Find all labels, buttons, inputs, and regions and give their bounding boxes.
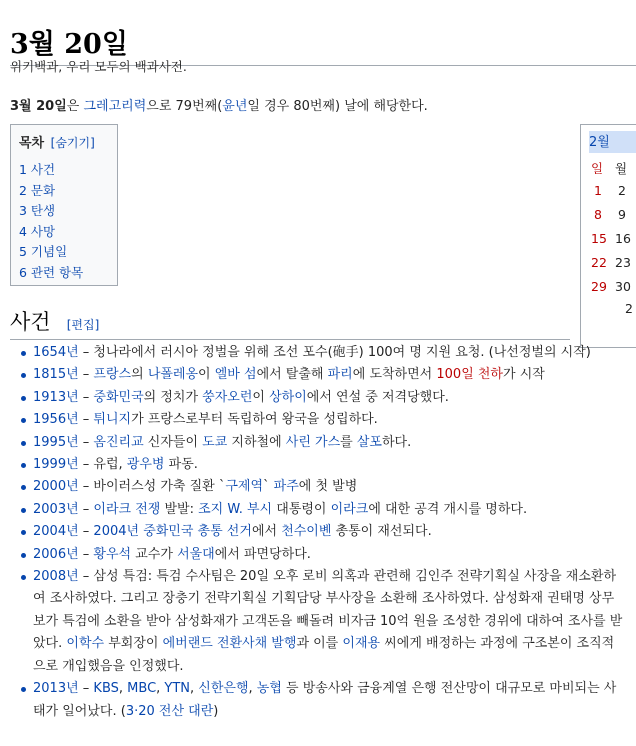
- event-link[interactable]: 나폴레옹: [147, 367, 199, 383]
- event-link[interactable]: 튀니지: [93, 412, 132, 428]
- event-year-link[interactable]: 1956년: [33, 412, 79, 428]
- event-text: ,: [190, 681, 199, 697]
- event-link[interactable]: 2004년 중화민국 총통 선거: [93, 524, 252, 540]
- event-item: [0, 476, 630, 498]
- event-link[interactable]: 이학수: [66, 636, 105, 652]
- event-text: –: [78, 389, 94, 405]
- event-link[interactable]: 천수이볜: [281, 524, 332, 540]
- event-text: –: [78, 434, 94, 450]
- event-link[interactable]: 도쿄: [202, 434, 228, 450]
- event-text: 파동.: [164, 457, 198, 473]
- event-text: 에 도착하면서: [352, 367, 437, 383]
- event-link[interactable]: 에버랜드 전환사채 발행: [162, 636, 297, 652]
- event-item: [0, 544, 630, 566]
- event-item: [0, 566, 630, 678]
- calendar-day[interactable]: 22: [591, 255, 607, 270]
- intro-text: 일 경우 80번째) 날에 해당한다.: [247, 99, 428, 114]
- tagline: 위키백과, 우리 모두의 백과사전.: [10, 59, 187, 74]
- event-link[interactable]: 이재용: [342, 636, 381, 652]
- event-text: 총통이 재선되다.: [331, 524, 432, 540]
- calendar-day[interactable]: 9: [618, 207, 626, 222]
- event-text: 지하철에: [227, 434, 286, 450]
- event-text: –: [78, 524, 94, 540]
- event-link[interactable]: 서울대: [177, 546, 215, 562]
- event-text: 에서 탈출해: [256, 367, 328, 383]
- event-item: [0, 432, 630, 454]
- event-text: 에서 연설 중 저격당했다.: [306, 389, 449, 405]
- calendar-next-month-day[interactable]: 2: [625, 301, 633, 316]
- event-text: 신자들이: [143, 434, 203, 450]
- event-link[interactable]: 상하이: [269, 389, 307, 405]
- event-text: 과 이를: [296, 636, 343, 652]
- section-edit-link[interactable]: [편집]: [66, 318, 100, 332]
- event-text: 에서 파면당하다.: [214, 546, 311, 562]
- event-text: 교수가: [131, 546, 178, 562]
- toc-title: 목차: [19, 136, 45, 151]
- event-item: [0, 387, 630, 409]
- event-text: 이: [198, 367, 215, 383]
- calendar-header: [589, 131, 636, 153]
- event-text: –: [78, 367, 94, 383]
- event-text: 가 시작: [503, 367, 545, 383]
- event-text: 에서: [251, 524, 282, 540]
- event-text: –: [78, 546, 94, 562]
- section-heading-events: [10, 306, 570, 340]
- event-text: 씨에게 배정하는 과정에 구조본이 조직적으로 개입했음을 인정했다.: [33, 636, 615, 674]
- event-year-link[interactable]: 2004년: [33, 524, 79, 540]
- event-item: [0, 409, 630, 431]
- event-year-link[interactable]: 2006년: [33, 546, 79, 562]
- calendar-day[interactable]: 29: [591, 279, 607, 294]
- event-text: 하다.: [381, 434, 412, 450]
- event-year-link[interactable]: 2000년: [33, 479, 79, 495]
- toc-item-births[interactable]: 3 탄생: [19, 203, 56, 218]
- event-year-link[interactable]: 1995년: [33, 434, 79, 450]
- event-text: 대통령이: [272, 501, 331, 517]
- calendar-day[interactable]: 8: [594, 207, 602, 222]
- event-link[interactable]: 구제역: [225, 479, 264, 495]
- calendar-box: [580, 124, 636, 348]
- event-year-link[interactable]: 1999년: [33, 457, 79, 473]
- toc-item-holidays[interactable]: 5 기념일: [19, 244, 68, 259]
- toc-toggle-link[interactable]: [숨기기]: [50, 136, 95, 150]
- event-link[interactable]: 쑹자오런: [202, 389, 253, 405]
- event-text: –: [78, 501, 94, 517]
- event-text: – 바이러스성 가축 질환 `: [78, 479, 226, 495]
- event-text: 발발:: [160, 501, 199, 517]
- weekday-sun: 일: [591, 161, 604, 176]
- event-text: 부회장이: [104, 636, 163, 652]
- event-link[interactable]: KBS: [93, 681, 119, 697]
- event-link[interactable]: 사린 가스: [285, 434, 341, 450]
- event-link[interactable]: 조지 W. 부시: [198, 501, 273, 517]
- event-link[interactable]: 100일 천하: [436, 367, 503, 383]
- event-text: – 유럽,: [78, 457, 127, 473]
- event-year-link[interactable]: 1913년: [33, 389, 79, 405]
- event-year-link[interactable]: 2008년: [33, 569, 79, 585]
- event-year-link[interactable]: 1815년: [33, 367, 79, 383]
- event-text: –: [78, 681, 94, 697]
- toc-item-events[interactable]: 1 사건: [19, 162, 56, 177]
- event-item: [0, 364, 630, 386]
- event-link[interactable]: 이라크: [330, 501, 369, 517]
- intro-paragraph: [10, 95, 428, 114]
- event-link[interactable]: 농협: [256, 681, 282, 697]
- event-item: [0, 499, 630, 521]
- page-title: 3월 20일: [10, 26, 636, 66]
- event-link[interactable]: 엘바 섬: [214, 367, 257, 383]
- table-of-contents: [10, 124, 118, 286]
- event-item: [0, 678, 630, 723]
- event-item: [0, 454, 630, 476]
- event-text: 를: [340, 434, 357, 450]
- event-link[interactable]: 파리: [327, 367, 353, 383]
- event-year-link[interactable]: 2013년: [33, 681, 79, 697]
- event-link[interactable]: YTN: [164, 681, 191, 697]
- event-link[interactable]: 살포: [356, 434, 382, 450]
- event-text: 의 정치가: [143, 389, 203, 405]
- gregorian-link[interactable]: 그레고리력: [83, 99, 147, 114]
- calendar-day[interactable]: 16: [615, 231, 631, 246]
- event-link[interactable]: 황우석: [93, 546, 132, 562]
- event-link[interactable]: 중화민국: [93, 389, 144, 405]
- toc-list: [19, 160, 109, 283]
- event-item: [0, 521, 630, 543]
- weekday-mon: 월: [615, 161, 628, 176]
- leap-year-link[interactable]: 윤년: [222, 99, 248, 114]
- calendar-day[interactable]: 2: [618, 183, 626, 198]
- event-text: ,: [248, 681, 257, 697]
- toc-header: [19, 132, 109, 151]
- toc-item-related[interactable]: 6 관련 항목: [19, 264, 84, 280]
- section-title: 사건: [10, 310, 51, 334]
- intro-text: 은: [66, 99, 84, 114]
- event-link[interactable]: 광우병: [126, 457, 165, 473]
- event-text: ): [213, 703, 219, 719]
- event-text: 의: [131, 367, 148, 383]
- intro-bold-date: 3월 20일: [10, 99, 67, 114]
- event-link[interactable]: 파주: [273, 479, 299, 495]
- event-link[interactable]: 이라크 전쟁: [93, 501, 161, 517]
- intro-text: 으로 79번째(: [146, 99, 223, 114]
- event-link[interactable]: 신한은행: [198, 681, 249, 697]
- event-link[interactable]: 옴진리교: [93, 434, 144, 450]
- event-item: [0, 342, 630, 364]
- event-text: – 삼성 특검: 특검 수사팀은 20일 오후 로비 의혹과 관련해 김인주 전략기획실 사장을 재소환하여 조사하였다. 그리고 장충기 전략기획실 기획담당 부사장을 소환해 조사하였다. 삼성화재 권태명 상무보가 특검에 소환을 받아 삼성화재가 고객돈을 빼돌려 비자금 10억 원을 조성한 경위에 대하여 조사를 받았다.: [33, 569, 623, 652]
- event-text: –: [78, 412, 94, 428]
- event-text: 에 첫 발병: [298, 479, 358, 495]
- calendar-day[interactable]: 15: [591, 231, 607, 246]
- event-year-link[interactable]: 2003년: [33, 501, 79, 517]
- toc-item-culture[interactable]: 2 문화: [19, 182, 56, 198]
- calendar-day[interactable]: 30: [615, 279, 631, 294]
- event-text: `: [263, 479, 274, 495]
- toc-item-deaths[interactable]: 4 사망: [19, 223, 56, 239]
- event-text: 에 대한 공격 개시를 명하다.: [368, 501, 528, 517]
- event-link[interactable]: MBC: [127, 681, 157, 697]
- calendar-day[interactable]: 1: [594, 183, 602, 198]
- event-year-link[interactable]: 1654년: [33, 345, 79, 360]
- event-text: – 청나라에서 러시아 정벌을 위해 조선 포수(砲手) 100여 명 지원 요청. (나선정벌의 시작): [78, 345, 591, 360]
- event-text: 이: [252, 389, 270, 405]
- calendar-day[interactable]: 23: [615, 255, 631, 270]
- event-link[interactable]: 프랑스: [93, 367, 132, 383]
- events-list: [0, 342, 630, 723]
- calendar-month-link[interactable]: 2월: [589, 135, 610, 150]
- event-link[interactable]: 3·20 전산 대란: [125, 703, 214, 719]
- event-text: ,: [156, 681, 165, 697]
- event-text: 등 방송사와 금융계열 은행 전산망이 대규모로 마비되는 사태가 일어났다. (: [33, 681, 617, 719]
- event-text: 가 프랑스로부터 독립하여 왕국을 성립하다.: [131, 412, 378, 428]
- event-text: ,: [118, 681, 128, 697]
